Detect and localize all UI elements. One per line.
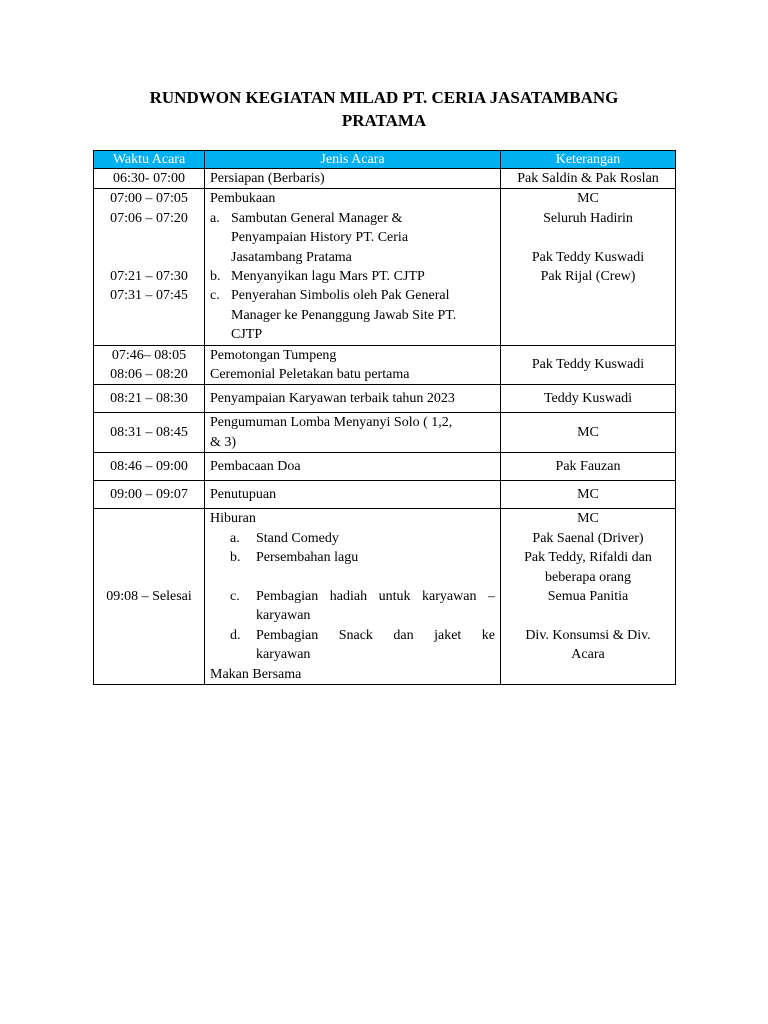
jenis-cell: Penutupuan <box>205 481 501 509</box>
keterangan-text: Pak Saenal (Driver) <box>532 530 644 546</box>
keterangan-text: Acara <box>571 647 605 663</box>
jenis-text: & 3) <box>210 434 237 450</box>
keterangan-cell: MC <box>501 413 676 453</box>
time-text: 07:31 – 07:45 <box>110 288 188 304</box>
jenis-text: Pengumuman Lomba Menyanyi Solo ( 1,2, <box>210 415 453 431</box>
list-item-text: karyawan <box>256 647 311 663</box>
table-row <box>94 385 676 413</box>
keterangan-cell: Teddy Kuswadi <box>501 385 676 413</box>
header-keterangan: Keterangan <box>501 151 676 169</box>
waktu-cell: 09:00 – 09:07 <box>94 481 205 509</box>
list-item-text: CJTP <box>231 327 263 343</box>
table-row <box>94 189 676 345</box>
keterangan-text: Pak Rijal (Crew) <box>540 269 636 285</box>
jenis-cell <box>205 509 501 685</box>
jenis-text: Pemotongan Tumpeng <box>210 347 337 363</box>
waktu-cell: 06:30- 07:00 <box>94 169 205 189</box>
schedule-table <box>93 150 676 685</box>
title-line-1: RUNDWON KEGIATAN MILAD PT. CERIA JASATAMBANG <box>149 88 619 107</box>
waktu-cell: 08:46 – 09:00 <box>94 453 205 481</box>
time-text: 08:06 – 08:20 <box>110 367 188 383</box>
list-marker: b. <box>230 550 241 566</box>
list-marker: d. <box>230 627 241 643</box>
list-marker: a. <box>210 210 220 226</box>
keterangan-text: beberapa orang <box>545 569 631 585</box>
title-line-2: PRATAMA <box>341 111 427 130</box>
keterangan-text: MC <box>577 191 599 207</box>
waktu-cell: 08:31 – 08:45 <box>94 413 205 453</box>
table-row <box>94 481 676 509</box>
document-title <box>92 86 676 132</box>
jenis-cell: Persiapan (Berbaris) <box>205 169 501 189</box>
list-item-text: Stand Comedy <box>256 530 339 546</box>
keterangan-cell <box>501 189 676 345</box>
time-text: 07:00 – 07:05 <box>110 191 188 207</box>
list-item-text: karyawan <box>256 608 311 624</box>
list-item-text: Menyanyikan lagu Mars PT. CJTP <box>231 269 425 285</box>
list-item-text: Jasatambang Pratama <box>231 249 352 265</box>
list-item <box>210 267 495 286</box>
table-header-row <box>94 151 676 169</box>
jenis-text: Ceremonial Peletakan batu pertama <box>210 367 410 383</box>
jenis-cell <box>205 189 501 345</box>
list-marker: c. <box>230 588 240 604</box>
keterangan-text: Seluruh Hadirin <box>543 210 633 226</box>
jenis-cell <box>205 413 501 453</box>
keterangan-cell: Pak Fauzan <box>501 453 676 481</box>
keterangan-text: Semua Panitia <box>547 588 629 604</box>
keterangan-text: Pak Teddy Kuswadi <box>531 249 645 265</box>
keterangan-cell: Pak Teddy Kuswadi <box>501 345 676 385</box>
list-item-text: Pembagian hadiah untuk karyawan – <box>256 588 495 604</box>
list-item <box>210 529 495 548</box>
jenis-cell: Pembacaan Doa <box>205 453 501 481</box>
jenis-cell: Penyampaian Karyawan terbaik tahun 2023 <box>205 385 501 413</box>
list-item <box>210 626 495 665</box>
header-waktu: Waktu Acara <box>94 151 205 169</box>
keterangan-text: Pak Teddy, Rifaldi dan <box>524 550 652 566</box>
table-row <box>94 453 676 481</box>
list-item-text: Sambutan General Manager & <box>231 210 403 226</box>
time-text: 07:21 – 07:30 <box>110 269 188 284</box>
list-item-text: Penyerahan Simbolis oleh Pak General <box>231 288 450 304</box>
list-item-text: Pembagian Snack dan jaket ke <box>256 627 495 643</box>
list-item-text: Persembahan lagu <box>256 550 359 566</box>
waktu-cell: 09:08 – Selesai <box>94 509 205 685</box>
list-item <box>210 209 495 267</box>
list-item <box>210 286 495 344</box>
item-footer: Makan Bersama <box>210 666 302 682</box>
keterangan-cell: Pak Saldin & Pak Roslan <box>501 169 676 189</box>
keterangan-text: MC <box>577 511 599 527</box>
waktu-cell <box>94 345 205 385</box>
list-item <box>210 548 495 567</box>
item-title: Pembukaan <box>210 191 276 207</box>
time-text: 07:46– 08:05 <box>111 347 187 363</box>
list-item-text: Manager ke Penanggung Jawab Site PT. <box>231 307 457 323</box>
table-row <box>94 413 676 453</box>
list-item <box>210 587 495 626</box>
item-title: Hiburan <box>210 511 256 527</box>
time-text: 07:06 – 07:20 <box>110 210 188 226</box>
header-jenis: Jenis Acara <box>205 151 501 169</box>
list-marker: c. <box>210 288 220 304</box>
table-row <box>94 509 676 685</box>
jenis-cell <box>205 345 501 385</box>
list-item-text: Penyampaian History PT. Ceria <box>231 230 409 246</box>
table-row <box>94 169 676 189</box>
waktu-cell <box>94 189 205 345</box>
keterangan-text: Div. Konsumsi & Div. <box>525 627 651 643</box>
table-row <box>94 345 676 385</box>
list-marker: a. <box>230 530 240 546</box>
keterangan-cell: MC <box>501 481 676 509</box>
waktu-cell: 08:21 – 08:30 <box>94 385 205 413</box>
keterangan-cell <box>501 509 676 685</box>
list-marker: b. <box>210 269 221 285</box>
